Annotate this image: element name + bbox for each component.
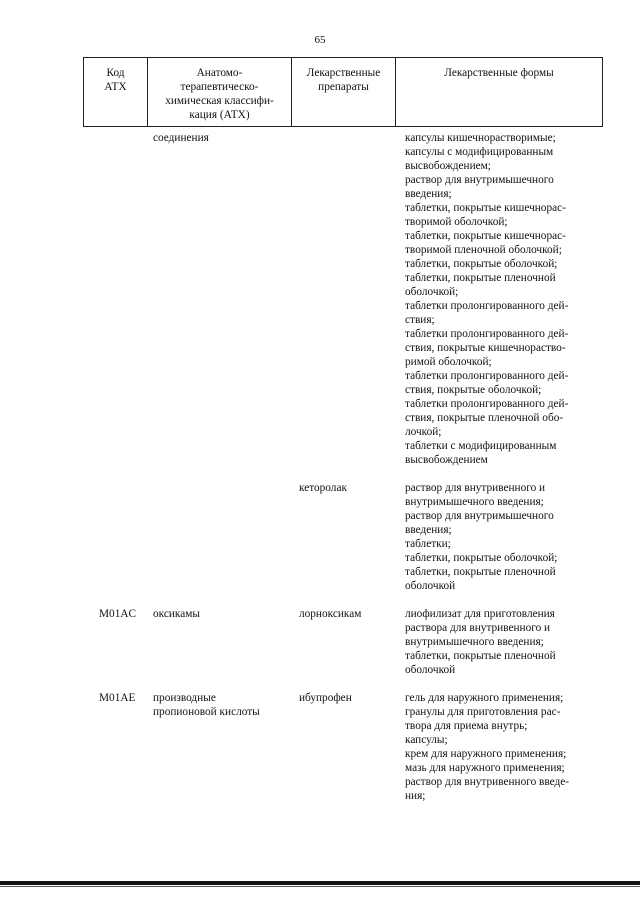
- drug-name: [291, 131, 395, 467]
- header-forms-label: Лекарственные формы: [444, 67, 554, 79]
- header-classification: [148, 58, 292, 126]
- atc-code: [83, 481, 147, 593]
- header-classification-label: Анатомо- терапевтическо- химическая классифи- кация (АТХ): [165, 67, 274, 121]
- atc-code: M01AC: [99, 608, 137, 620]
- drug-name: лорноксикам: [299, 608, 362, 620]
- header-forms: [396, 58, 602, 126]
- page-number: 65: [314, 34, 326, 46]
- page-bottom-rule: [0, 881, 640, 885]
- table-header: [83, 57, 603, 127]
- table-row: [83, 481, 603, 593]
- classification: соединения: [153, 132, 209, 144]
- page-bottom-rule-thin: [0, 886, 640, 887]
- table-row: [83, 131, 603, 467]
- dosage-forms: лиофилизат для приготовления раствора для внутривенного и внутримышечного введения; таблетки, покрытые пленочной оболочкой: [405, 608, 556, 676]
- drug-name: кеторолак: [299, 482, 347, 494]
- header-atc-code-label: Код АТХ: [104, 67, 127, 93]
- dosage-forms: гель для наружного применения; гранулы для приготовления рас- твора для приема внутрь; капсулы; крем для наружного применения; мазь для наружного применения; раствор для внутривенного введе- ния;: [405, 692, 570, 802]
- dosage-forms: капсулы кишечнорастворимые; капсулы с модифицированным высвобождением; раствор для внутримышечного введения; таблетки, покрытые кишечнорас- творимой оболочкой; таблетки, покрытые кишечнорас- творимой пленочной оболочкой; таблетки, покрытые оболочкой; таблетки, покрытые пленочной оболочкой; таблетки пролонгированного дей- ствия; таблетки пролонгированного дей- ствия, покрытые кишечнораство- римой оболочкой; таблетки пролонгированного дей- ствия, покрытые оболочкой; таблетки пролонгированного дей- ствия, покрытые пленочной обо- лочкой; таблетки с модифицированным высвобождением: [405, 132, 569, 466]
- table-body: [83, 131, 603, 803]
- atc-code: M01AE: [99, 692, 136, 704]
- table-row: [83, 607, 603, 677]
- table-row: [83, 691, 603, 803]
- classification: [147, 481, 291, 593]
- atc-code: [83, 131, 147, 467]
- header-atc-code: [84, 58, 148, 126]
- classification: оксикамы: [153, 608, 200, 620]
- header-drugs-label: Лекарственные препараты: [306, 67, 381, 93]
- dosage-forms: раствор для внутривенного и внутримышечного введения; раствор для внутримышечного введения; таблетки; таблетки, покрытые оболочкой; таблетки, покрытые пленочной оболочкой: [405, 482, 558, 592]
- header-drugs: [292, 58, 396, 126]
- classification: производные пропионовой кислоты: [153, 692, 260, 718]
- drug-name: ибупрофен: [299, 692, 352, 704]
